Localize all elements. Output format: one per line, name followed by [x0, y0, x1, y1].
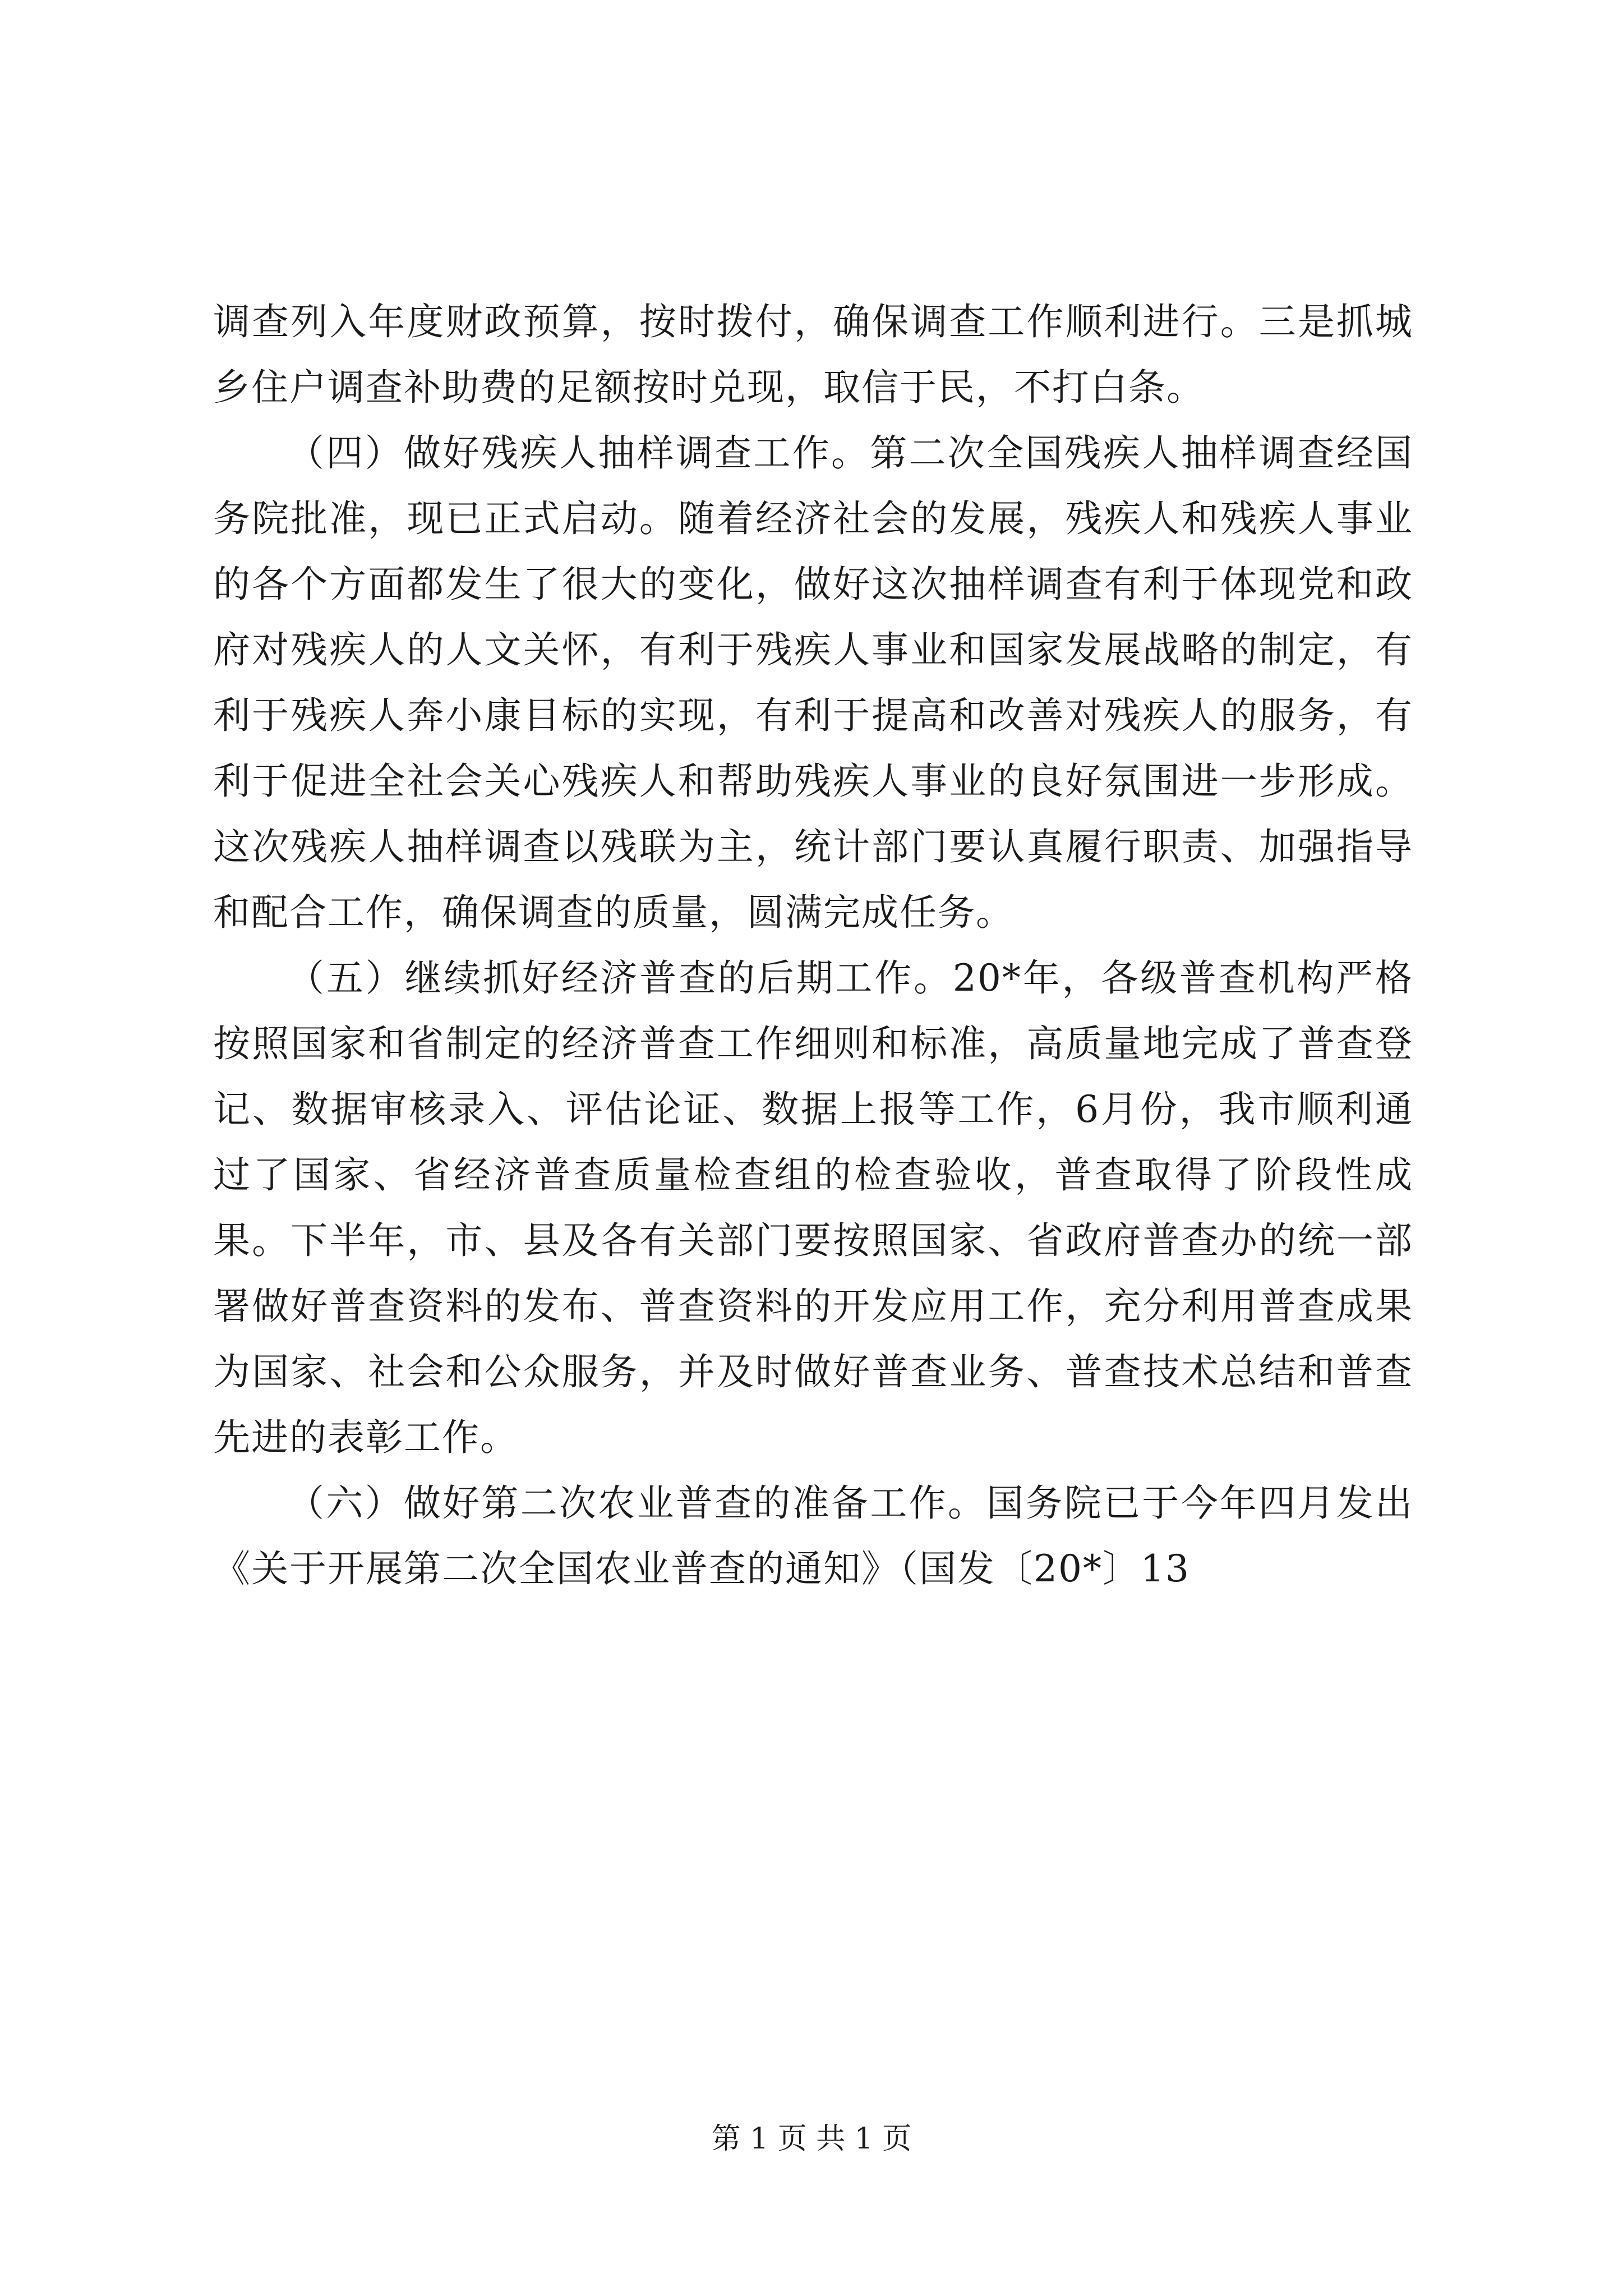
paragraph-economic-census: （五）继续抓好经济普查的后期工作。20*年，各级普查机构严格按照国家和省制定的经济普查工作细则和标准，高质量地完成了普查登记、数据审核录入、评估论证、数据上报等工作，6月份，我市顺利通过了国家、省经济普查质量检查组的检查验收，普查取得了阶段性成果。下半年，市、县及各有关部门要按照国家、省政府普查办的统一部署做好普查资料的发布、普查资料的开发应用工作，充分利用普查成果为国家、社会和公众服务，并及时做好普查业务、普查技术总结和普查先进的表彰工作。 — [213, 956, 1413, 1459]
paragraph-disability-survey: （四）做好残疾人抽样调查工作。第二次全国残疾人抽样调查经国务院批准，现已正式启动。随着经济社会的发展，残疾人和残疾人事业的各个方面都发生了很大的变化，做好这次抽样调查有利于体现党和政府对残疾人的人文关怀，有利于残疾人事业和国家发展战略的制定，有利于残疾人奔小康目标的实现，有利于提高和改善对残疾人的服务，有利于促进全社会关心残疾人和帮助残疾人事业的良好氛围进一步形成。这次残疾人抽样调查以残联为主，统计部门要认真履行职责、加强指导和配合工作，确保调查的质量，圆满完成任务。 — [213, 431, 1413, 934]
page-footer: 第 1 页 共 1 页 — [711, 2122, 912, 2156]
paragraph-agricultural-census: （六）做好第二次农业普查的准备工作。国务院已于今年四月发出《关于开展第二次全国农业普查的通知》（国发〔20*〕13 — [213, 1481, 1413, 1590]
paragraph-budget: 调查列入年度财政预算，按时拨付，确保调查工作顺利进行。三是抓城乡住户调查补助费的足额按时兑现，取信于民，不打白条。 — [213, 300, 1413, 409]
document-body — [213, 289, 1413, 1602]
